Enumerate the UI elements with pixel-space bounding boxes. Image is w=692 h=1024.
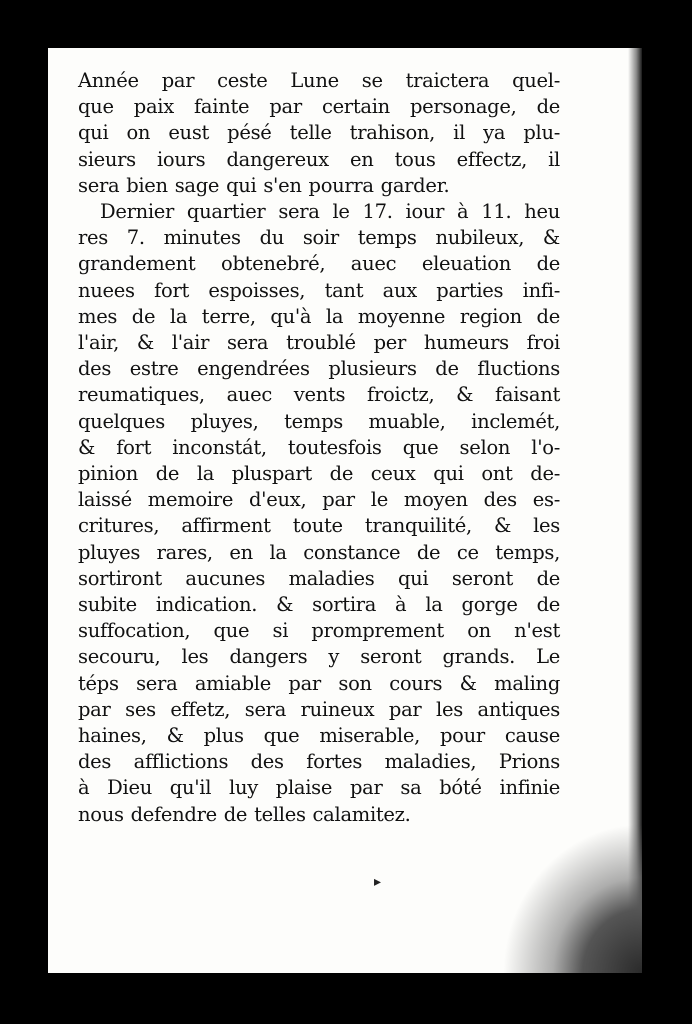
text-line: à Dieu qu'il luy plaise par sa bóté infinie (78, 776, 560, 800)
text-line: des afflictions des fortes maladies, Prions (78, 750, 560, 774)
ink-mark-icon: ▸ (374, 874, 382, 890)
text-line: l'air, & l'air sera troublé per humeurs froi (78, 331, 560, 355)
text-line: qui on eust pésé telle trahison, il ya plu- (78, 121, 560, 145)
text-line: des estre engendrées plusieurs de fluctions (78, 357, 560, 381)
text-line: que paix fainte par certain personage, de (78, 95, 560, 119)
text-line: Dernier quartier sera le 17. iour à 11. heu (100, 200, 560, 224)
text-line: reumatiques, auec vents froictz, & faisant (78, 383, 560, 407)
text-line: subite indication. & sortira à la gorge de (78, 593, 560, 617)
text-line: pinion de la pluspart de ceux qui ont de- (78, 462, 560, 486)
text-line: critures, affirment toute tranquilité, & les (78, 514, 560, 538)
text-line: quelques pluyes, temps muable, inclemét, (78, 409, 560, 433)
text-line: haines, & plus que miserable, pour cause (78, 724, 560, 748)
page-stain (502, 823, 642, 973)
text-line: laissé memoire d'eux, par le moyen des es- (78, 488, 560, 512)
text-line: suffocation, que si promprement on n'est (78, 619, 560, 643)
book-page (48, 48, 642, 973)
text-line: nous defendre de telles calamitez. (78, 802, 411, 826)
text-line: mes de la terre, qu'à la moyenne region de (78, 304, 560, 328)
text-line: sortiront aucunes maladies qui seront de (78, 566, 560, 590)
text-line: Année par ceste Lune se traictera quel- (78, 69, 560, 92)
text-line: par ses effetz, sera ruineux par les antiques (78, 697, 560, 721)
text-line: & fort inconstát, toutesfois que selon l'o- (78, 435, 560, 459)
page-text (78, 68, 560, 828)
text-line: secouru, les dangers y seront grands. Le (78, 645, 560, 669)
text-line: grandement obtenebré, auec eleuation de (78, 252, 560, 276)
text-line: téps sera amiable par son cours & maling (78, 671, 560, 695)
text-line: nuees fort espoisses, tant aux parties infi- (78, 278, 560, 302)
text-line: pluyes rares, en la constance de ce temps, (78, 540, 560, 564)
text-line: sera bien sage qui s'en pourra garder. (78, 173, 450, 197)
text-line: sieurs iours dangereux en tous effectz, il (78, 147, 560, 171)
text-line: res 7. minutes du soir temps nubileux, & (78, 226, 560, 250)
